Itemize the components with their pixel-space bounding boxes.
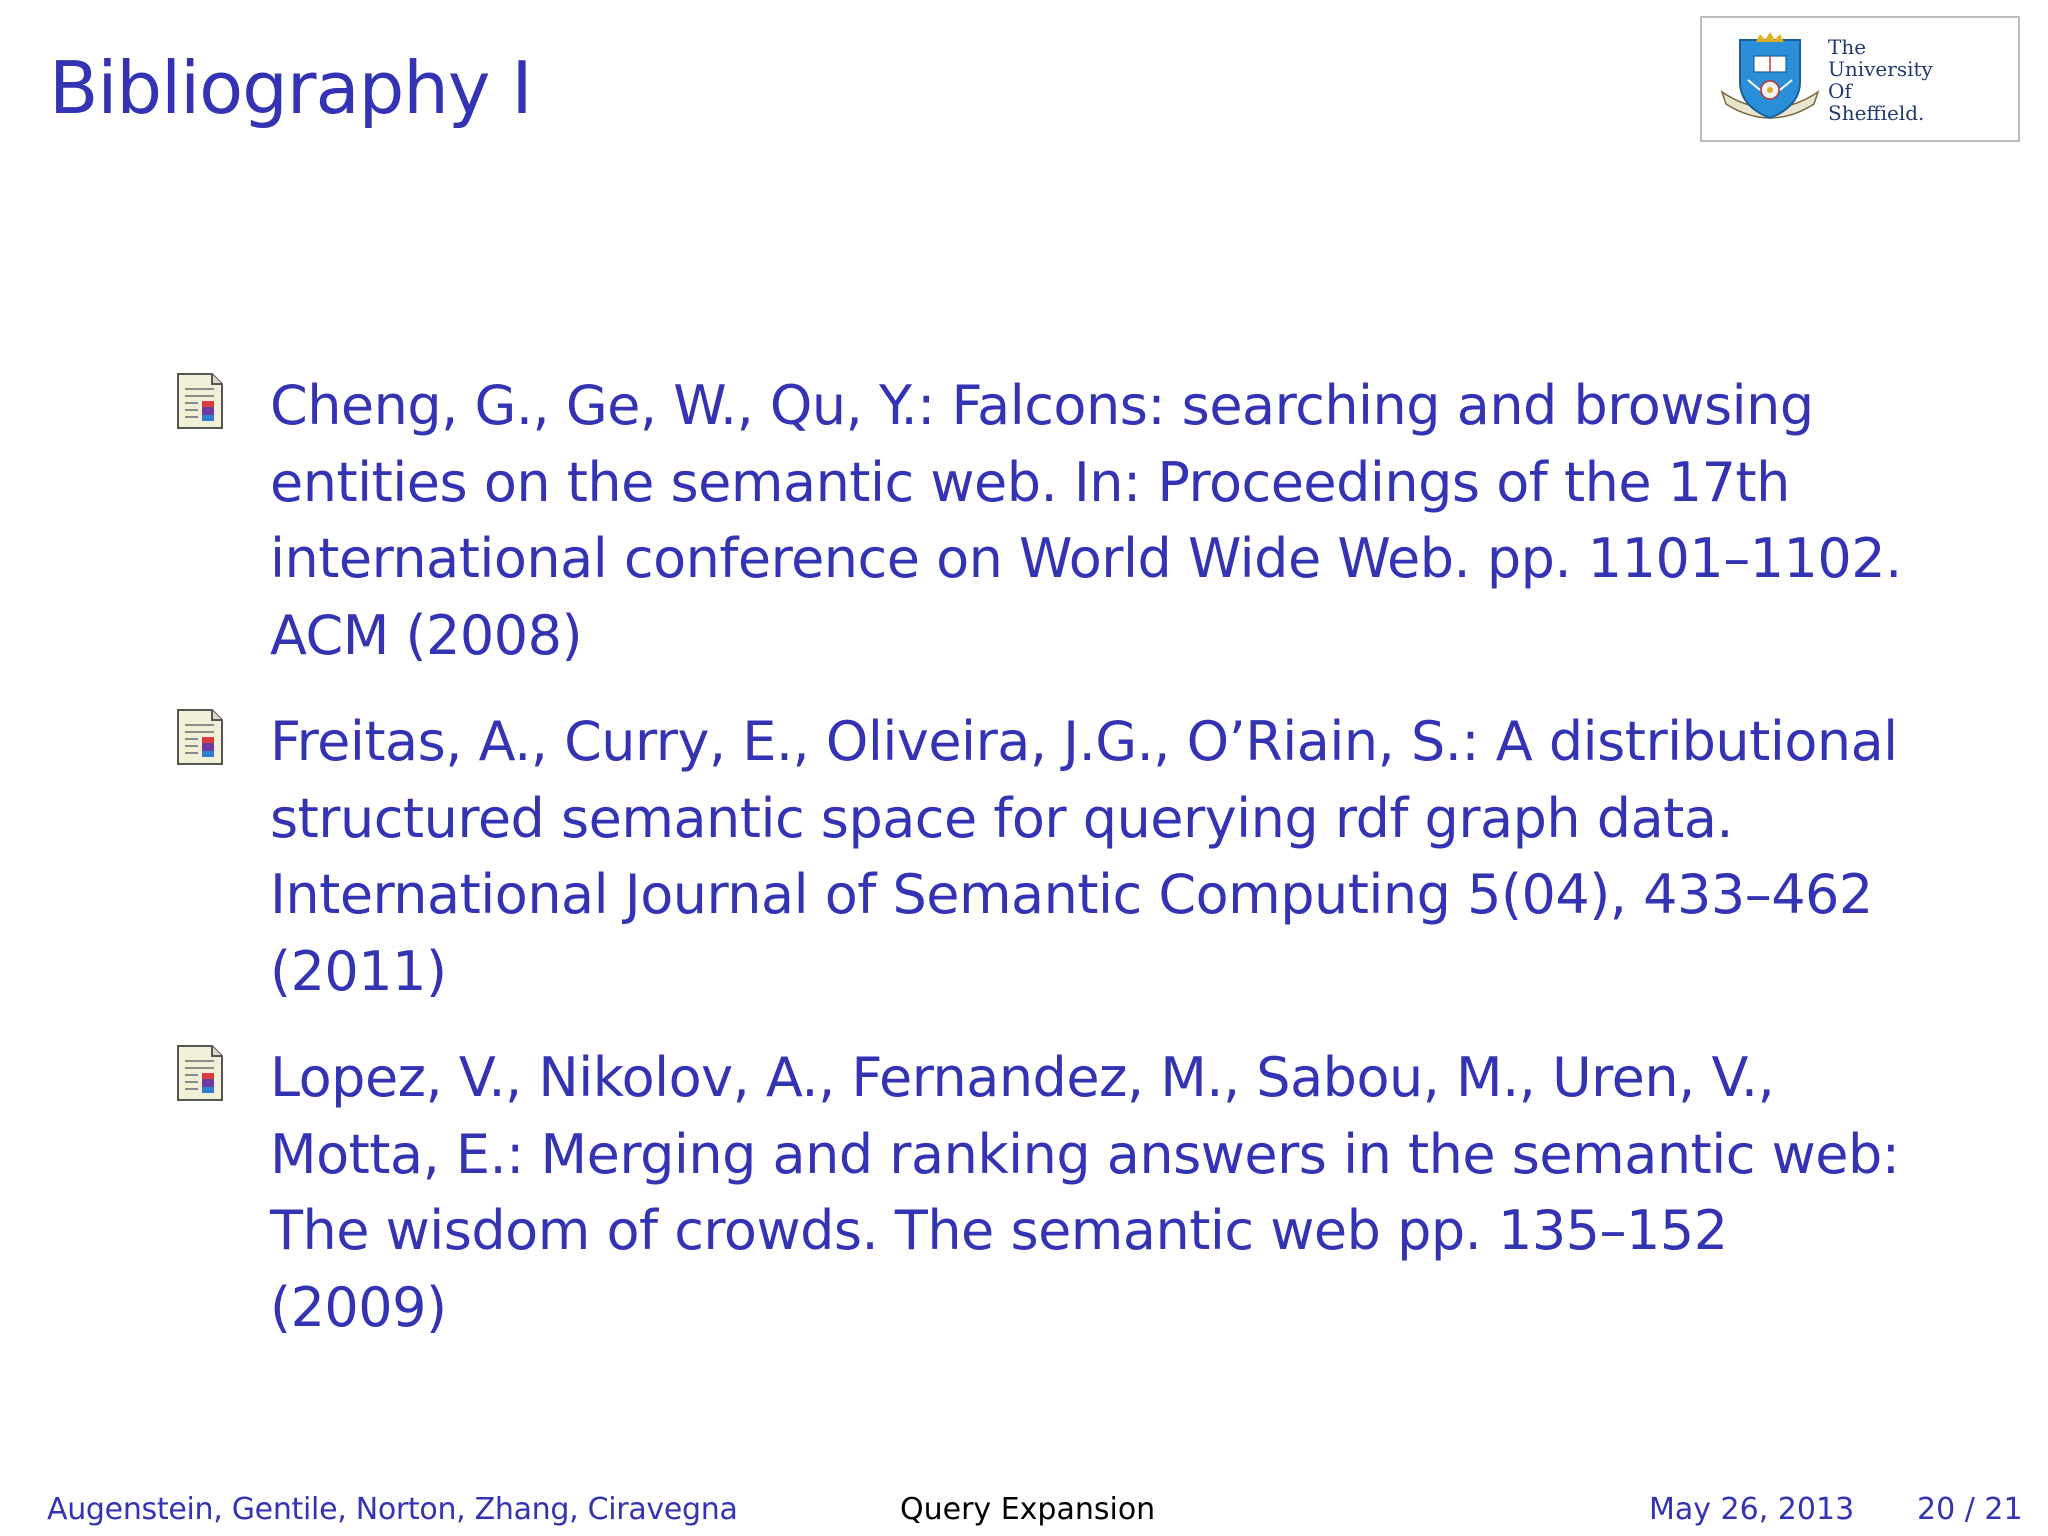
footer-page-number: 20 / 21 (1917, 1492, 2023, 1527)
university-logo (1700, 16, 2020, 142)
logo-line-1: The (1828, 35, 1867, 59)
reference-item (176, 704, 1916, 1010)
article-icon (176, 372, 224, 430)
footer-date: May 26, 2013 (1649, 1492, 1855, 1527)
reference-item (176, 368, 1916, 674)
slide-footer (0, 1492, 2048, 1528)
university-crest-icon (1720, 32, 1820, 128)
logo-wordmark (1828, 36, 1933, 124)
logo-line-2: University (1828, 57, 1933, 81)
reference-text: Lopez, V., Nikolov, A., Fernandez, M., Sabou, M., Uren, V., Motta, E.: Merging and ranking answers in the semantic web: The wisdom of crowds. The semantic web pp. 135–152 (2009) (270, 1046, 1900, 1339)
reference-list (176, 368, 1916, 1376)
article-icon (176, 1044, 224, 1102)
reference-text: Freitas, A., Curry, E., Oliveira, J.G., O’Riain, S.: A distributional structured semantic space for querying rdf graph data. International Journal of Semantic Computing 5(04), 433–462 (2011) (270, 710, 1898, 1003)
article-icon (176, 708, 224, 766)
slide-title: Bibliography I (49, 46, 532, 130)
footer-presentation-title: Query Expansion (900, 1492, 1156, 1527)
logo-line-3: Of (1828, 79, 1852, 103)
reference-text: Cheng, G., Ge, W., Qu, Y.: Falcons: searching and browsing entities on the semantic web. In: Proceedings of the 17th international conference on World Wide Web. pp. 1101–1102. ACM (2008) (270, 374, 1902, 667)
reference-item (176, 1040, 1916, 1346)
logo-line-4: Sheffield. (1828, 101, 1925, 125)
footer-authors: Augenstein, Gentile, Norton, Zhang, Ciravegna (47, 1492, 738, 1527)
